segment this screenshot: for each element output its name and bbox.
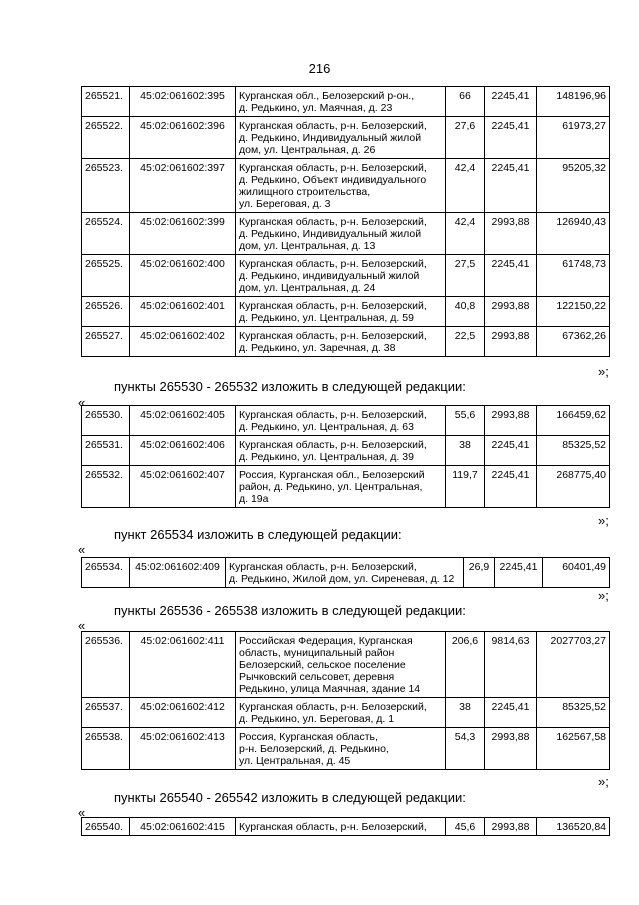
cadastral-number: 45:02:061602:406 [130, 436, 236, 466]
address-line: Российская Федерация, Курганская [239, 635, 413, 647]
table-row [82, 327, 610, 357]
row-number: 265523. [82, 159, 130, 213]
address-cell [236, 87, 446, 117]
cadastral-number: 45:02:061602:409 [130, 558, 226, 588]
address-line: район, д. Редькино, ул. Центральная, [239, 481, 423, 493]
area-value: 66 [446, 87, 485, 117]
opening-quote: « [78, 805, 86, 820]
address-line: Курганская область, р-н. Белозерский, [239, 701, 427, 713]
address-line: дом, ул. Центральная, д. 13 [239, 240, 376, 252]
table-row [82, 818, 610, 836]
address-cell [236, 436, 446, 466]
cadastral-number: 45:02:061602:397 [130, 159, 236, 213]
table-row [82, 406, 610, 436]
closing-quote: »; [598, 588, 609, 603]
rate-value: 2993,88 [485, 818, 537, 836]
amendment-instruction: пункты 265536 - 265538 изложить в следующей редакции: [114, 603, 466, 618]
row-number: 265526. [82, 297, 130, 327]
address-line: Курганская обл., Белозерский р-он., [239, 90, 415, 102]
row-number: 265540. [82, 818, 130, 836]
table-row [82, 436, 610, 466]
area-value: 45,6 [446, 818, 485, 836]
address-line: Курганская область, р-н. Белозерский, [239, 300, 427, 312]
address-line: область, муниципальный район [239, 647, 395, 659]
address-line: Курганская область, р-н. Белозерский, [239, 821, 427, 833]
rate-value: 2993,88 [485, 406, 537, 436]
records-table-2 [81, 405, 610, 508]
address-line: Россия, Курганская область, [239, 731, 378, 743]
cadastral-number: 45:02:061602:412 [130, 698, 236, 728]
rate-value: 2245,41 [485, 698, 537, 728]
table-row [82, 117, 610, 159]
address-line: Курганская область, р-н. Белозерский, [239, 409, 427, 421]
address-line: Курганская область, р-н. Белозерский, [239, 120, 427, 132]
amendment-instruction: пункты 265540 - 265542 изложить в следующей редакции: [114, 790, 466, 805]
cadastral-value: 166459,62 [537, 406, 610, 436]
address-line: д. Редькино, ул. Центральная, д. 59 [239, 312, 414, 324]
address-cell [236, 255, 446, 297]
rate-value: 2245,41 [485, 159, 537, 213]
rate-value: 2245,41 [485, 436, 537, 466]
table-row [82, 466, 610, 508]
cadastral-number: 45:02:061602:400 [130, 255, 236, 297]
cadastral-value: 85325,52 [537, 436, 610, 466]
rate-value: 2993,88 [485, 213, 537, 255]
address-line: р-н. Белозерский, д. Редькино, [239, 743, 389, 755]
table-row [82, 297, 610, 327]
address-line: Курганская область, р-н. Белозерский, [239, 216, 427, 228]
area-value: 38 [446, 698, 485, 728]
cadastral-number: 45:02:061602:405 [130, 406, 236, 436]
opening-quote: « [78, 618, 86, 633]
area-value: 22,5 [446, 327, 485, 357]
area-value: 42,4 [446, 159, 485, 213]
cadastral-number: 45:02:061602:399 [130, 213, 236, 255]
table-row [82, 698, 610, 728]
area-value: 206,6 [446, 632, 485, 698]
cadastral-number: 45:02:061602:402 [130, 327, 236, 357]
cadastral-value: 61748,73 [537, 255, 610, 297]
row-number: 265525. [82, 255, 130, 297]
opening-quote: « [78, 395, 86, 410]
address-line: Рычковский сельсовет, деревня [239, 671, 395, 683]
cadastral-number: 45:02:061602:411 [130, 632, 236, 698]
row-number: 265534. [82, 558, 130, 588]
address-line: Курганская область, р-н. Белозерский, [239, 258, 427, 270]
address-line: д. 19а [239, 493, 269, 505]
address-cell [236, 632, 446, 698]
address-line: д. Редькино, Индивидуальный жилой [239, 228, 422, 240]
address-cell [236, 117, 446, 159]
rate-value: 2245,41 [485, 466, 537, 508]
row-number: 265522. [82, 117, 130, 159]
area-value: 55,6 [446, 406, 485, 436]
row-number: 265527. [82, 327, 130, 357]
cadastral-value: 268775,40 [537, 466, 610, 508]
cadastral-number: 45:02:061602:415 [130, 818, 236, 836]
address-line: дом, ул. Центральная, д. 26 [239, 144, 376, 156]
table-row [82, 255, 610, 297]
row-number: 265524. [82, 213, 130, 255]
address-line: д. Редькино, Индивидуальный жилой [239, 132, 422, 144]
address-line: дом, ул. Центральная, д. 24 [239, 282, 376, 294]
closing-quote: »; [598, 364, 609, 379]
rate-value: 2245,41 [485, 87, 537, 117]
amendment-instruction: пункт 265534 изложить в следующей редакции: [114, 527, 402, 542]
address-line: Редькино, улица Маячная, здание 14 [239, 683, 421, 695]
closing-quote: »; [598, 513, 609, 528]
address-line: д. Редькино, ул. Береговая, д. 1 [239, 713, 395, 725]
table-row [82, 728, 610, 770]
area-value: 42,4 [446, 213, 485, 255]
rate-value: 2245,41 [485, 117, 537, 159]
cadastral-value: 162567,58 [537, 728, 610, 770]
table-row [82, 213, 610, 255]
rate-value: 2993,88 [485, 327, 537, 357]
rate-value: 2245,41 [495, 558, 543, 588]
address-line: ул. Центральная, д. 45 [239, 755, 351, 767]
amendment-instruction: пункты 265530 - 265532 изложить в следующей редакции: [114, 379, 466, 394]
page-number: 216 [308, 61, 331, 76]
cadastral-value: 67362,26 [537, 327, 610, 357]
cadastral-number: 45:02:061602:407 [130, 466, 236, 508]
address-line: д. Редькино, индивидуальный жилой [239, 270, 420, 282]
cadastral-value: 136520,84 [537, 818, 610, 836]
address-cell [236, 406, 446, 436]
address-line: Курганская область, р-н. Белозерский, [239, 439, 427, 451]
cadastral-number: 45:02:061602:401 [130, 297, 236, 327]
address-line: д. Редькино, Жилой дом, ул. Сиреневая, д. 12 [229, 573, 455, 585]
table-row [82, 632, 610, 698]
table-row [82, 87, 610, 117]
address-cell [236, 213, 446, 255]
address-line: д. Редькино, ул. Центральная, д. 63 [239, 421, 414, 433]
address-line: Курганская область, р-н. Белозерский, [239, 162, 427, 174]
address-cell [236, 327, 446, 357]
row-number: 265532. [82, 466, 130, 508]
area-value: 38 [446, 436, 485, 466]
address-cell [236, 159, 446, 213]
table-row [82, 159, 610, 213]
rate-value: 9814,63 [485, 632, 537, 698]
records-table-4 [81, 631, 610, 770]
cadastral-value: 85325,52 [537, 698, 610, 728]
rate-value: 2993,88 [485, 297, 537, 327]
table-row [82, 558, 610, 588]
address-cell [236, 728, 446, 770]
address-cell [236, 818, 446, 836]
records-table-5 [81, 817, 610, 836]
row-number: 265536. [82, 632, 130, 698]
row-number: 265521. [82, 87, 130, 117]
area-value: 27,5 [446, 255, 485, 297]
cadastral-value: 61973,27 [537, 117, 610, 159]
rate-value: 2993,88 [485, 728, 537, 770]
area-value: 40,8 [446, 297, 485, 327]
address-cell [236, 466, 446, 508]
cadastral-value: 95205,32 [537, 159, 610, 213]
cadastral-number: 45:02:061602:413 [130, 728, 236, 770]
cadastral-value: 122150,22 [537, 297, 610, 327]
rate-value: 2245,41 [485, 255, 537, 297]
row-number: 265538. [82, 728, 130, 770]
records-table-3 [81, 557, 610, 588]
address-cell [236, 297, 446, 327]
area-value: 119,7 [446, 466, 485, 508]
address-line: Белозерский, сельское поселение [239, 659, 406, 671]
address-line: д. Редькино, ул. Центральная, д. 39 [239, 451, 414, 463]
cadastral-number: 45:02:061602:396 [130, 117, 236, 159]
records-table-1 [81, 86, 610, 357]
cadastral-value: 2027703,27 [537, 632, 610, 698]
address-line: Курганская область, р-н. Белозерский, [229, 561, 417, 573]
address-cell [236, 698, 446, 728]
address-line: д. Редькино, ул. Заречная, д. 38 [239, 342, 396, 354]
cadastral-value: 60401,49 [543, 558, 610, 588]
address-line: ул. Береговая, д. 3 [239, 198, 331, 210]
area-value: 26,9 [464, 558, 495, 588]
address-line: жилищного строительства, [239, 186, 371, 198]
address-line: Россия, Курганская обл., Белозерский [239, 469, 425, 481]
area-value: 27,6 [446, 117, 485, 159]
address-line: д. Редькино, ул. Маячная, д. 23 [239, 102, 393, 114]
cadastral-value: 148196,96 [537, 87, 610, 117]
row-number: 265537. [82, 698, 130, 728]
row-number: 265531. [82, 436, 130, 466]
address-line: Курганская область, р-н. Белозерский, [239, 330, 427, 342]
address-cell [226, 558, 464, 588]
row-number: 265530. [82, 406, 130, 436]
address-line: д. Редькино, Объект индивидуального [239, 174, 427, 186]
opening-quote: « [78, 542, 86, 557]
cadastral-number: 45:02:061602:395 [130, 87, 236, 117]
closing-quote: »; [598, 774, 609, 789]
area-value: 54,3 [446, 728, 485, 770]
cadastral-value: 126940,43 [537, 213, 610, 255]
